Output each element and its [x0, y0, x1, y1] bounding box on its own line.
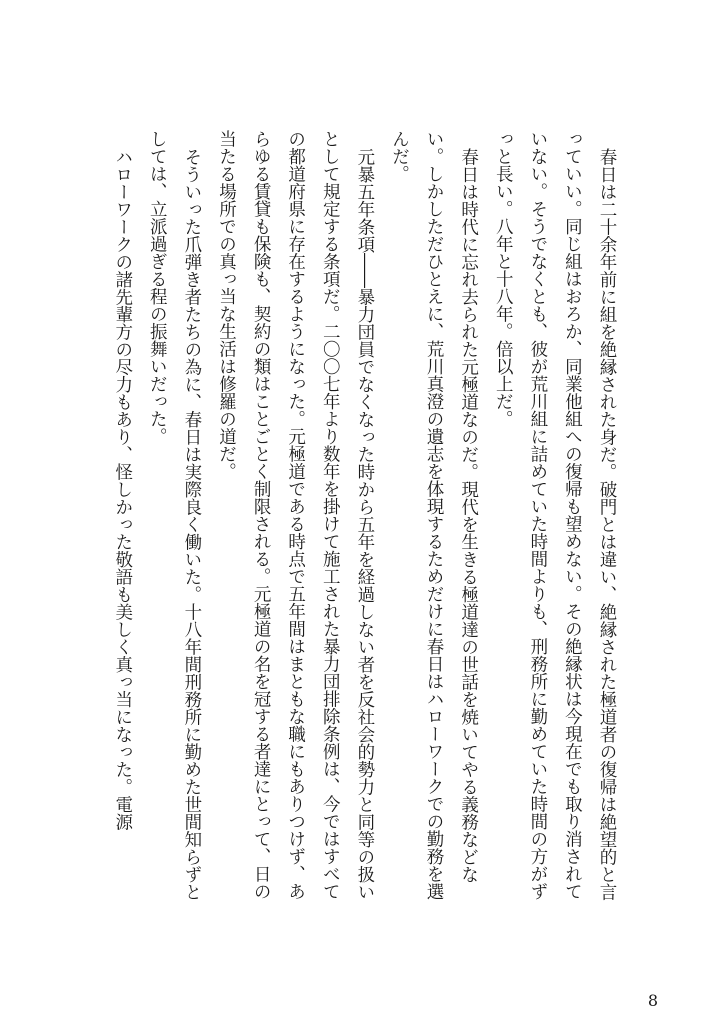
page-number: 8	[647, 991, 659, 1010]
paragraph-3: 元暴五年条項――暴力団員でなくなった時から五年を経過しない者を反社会的勢力と同等の扱いとして規定する条項だ。二〇〇七年より数年を掛けて施工された暴力団排除条例は、今ではすべての都道府県に存在するようになった。元極道である時点で五年間はまともな職にもありつけず、あらゆる賃貸も保険も、契約の類はことごとく制限される。元極道の名を冠する者達にとって、日の当たる場所での真っ当な生活は修羅の道だ。	[216, 130, 375, 900]
body-text	[100, 130, 624, 910]
paragraph-1: 春日は二十余年前に組を絶縁された身だ。破門とは違い、絶縁された極道者の復帰は絶望的と言っていい。同じ組はおろか、同業他組への復帰も望めない。その絶縁状は今現在でも取り消されていない。そうでなくとも、彼が荒川組に詰めていた時間よりも、刑務所に勤めていた時間の方がずっと長い。八年と十八年。倍以上だ。	[493, 130, 617, 900]
paragraph-5: ハローワークの諸先輩方の尽力もあり、怪しかった敬語も美しく真っ当になった。電源	[112, 147, 133, 830]
paragraph-2: 春日は時代に忘れ去られた元極道なのだ。現代を生きる極道達の世話を焼いてやる義務などない。しかしただひとえに、荒川真澄の遺志を体現するためだけに春日はハローワークでの勤務を選んだ。	[389, 130, 479, 900]
paragraph-4: そういった爪弾き者たちの為に、春日は実際良く働いた。十八年間刑務所に勤めた世間知らずとしては、立派過ぎる程の振舞いだった。	[147, 130, 202, 900]
